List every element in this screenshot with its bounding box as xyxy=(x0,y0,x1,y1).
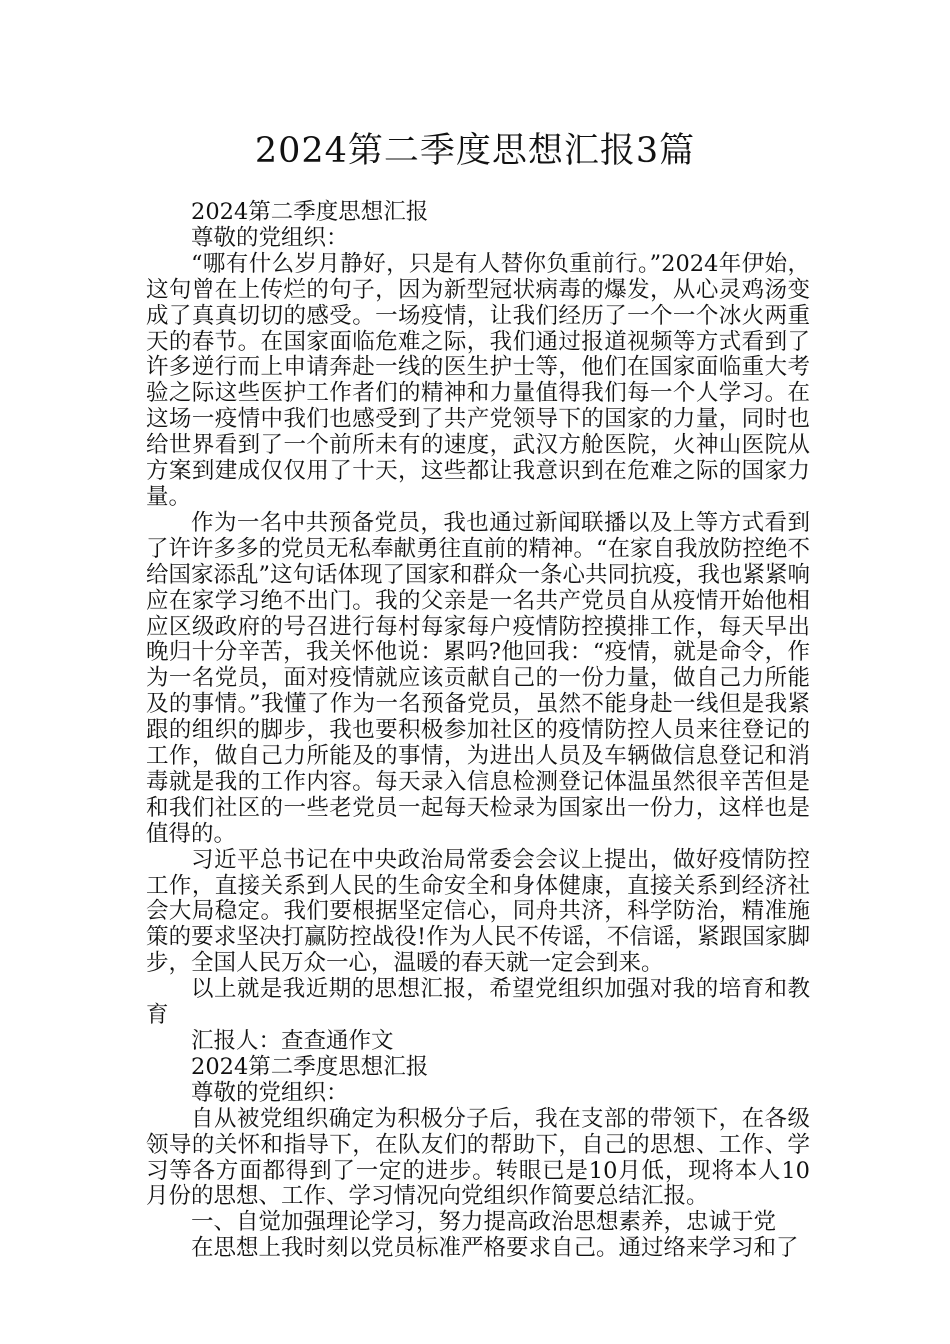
body-paragraph: 作为一名中共预备党员，我也通过新闻联播以及上等方式看到了许许多多的党员无私奉献勇往直前的精神。“在家自我放防控绝不给国家添乱”这句话体现了国家和群众一条心共同抗疫，我也紧紧响应在家学习绝不出门。我的父亲是一名共产党员自从疫情开始他相应区级政府的号召进行每村每家每户疫情防控摸排工作，每天早出晚归十分辛苦，我关怀他说：累吗?他回我：“疫情，就是命令，作为一名党员，面对疫情就应该贡献自己的一份力量，做自己力所能及的事情。”我懂了作为一名预备党员，虽然不能身赴一线但是我紧跟的组织的脚步，我也要积极参加社区的疫情防控人员来往登记的工作，做自己力所能及的事情，为进出人员及车辆做信息登记和消毒就是我的工作内容。每天录入信息检测登记体温虽然很辛苦但是和我们社区的一些老党员一起每天检录为国家出一份力，这样也是值得的。 xyxy=(146,509,811,847)
document-title: 2024第二季度思想汇报3篇 xyxy=(254,131,696,171)
body-paragraph: 自从被党组织确定为积极分子后，我在支部的带领下，在各级领导的关怀和指导下，在队友们的帮助下，自己的思想、工作、学习等各方面都得到了一定的进步。转眼已是10月低，现将本人10月份的思想、工作、学习情况向党组织作简要总结汇报。 xyxy=(146,1105,810,1210)
report-heading: 2024第二季度思想汇报 xyxy=(191,199,429,225)
salutation: 尊敬的党组织： xyxy=(191,224,349,251)
report-heading: 2024第二季度思想汇报 xyxy=(191,1053,429,1080)
section-heading: 一、自觉加强理论学习，努力提高政治思想素养，忠诚于党 xyxy=(191,1209,777,1236)
body-paragraph: 习近平总书记在中央政治局常委会会议上提出，做好疫情防控工作，直接关系到人民的生命安全和身体健康，直接关系到经济社会大局稳定。我们要根据坚定信心，同舟共济，科学防治，精准施策的要求坚决打赢防控战役!作为人民不传谣，不信谣，紧跟国家脚步，全国人民万众一心，温暖的春天就一定会到来。 xyxy=(146,846,810,977)
salutation: 尊敬的党组织： xyxy=(191,1079,349,1106)
document-body xyxy=(146,200,810,1262)
body-paragraph: “哪有什么岁月静好，只是有人替你负重前行。”2024年伊始，这句曾在上传烂的句子，因为新型冠状病毒的爆发，从心灵鸡汤变成了真真切切的感受。一场疫情，让我们经历了一个一个冰火两重天的春节。在国家面临危难之际，我们通过报道视频等方式看到了许多逆行而上申请奔赴一线的医生护士等，他们在国家面临重大考验之际这些医护工作者们的精神和力量值得我们每一个人学习。在这场一疫情中我们也感受到了共产党领导下的国家的力量，同时也给世界看到了一个前所未有的速度，武汉方舱医院，火神山医院从方案到建成仅仅用了十天，这些都让我意识到在危难之际的国家力量。 xyxy=(146,250,810,510)
closing-paragraph: 以上就是我近期的思想汇报，希望党组织加强对我的培育和教育 xyxy=(146,976,810,1029)
body-paragraph: 在思想上我时刻以党员标准严格要求自己。通过络来学习和了 xyxy=(191,1235,799,1262)
signature-line: 汇报人：查查通作文 xyxy=(191,1028,394,1054)
